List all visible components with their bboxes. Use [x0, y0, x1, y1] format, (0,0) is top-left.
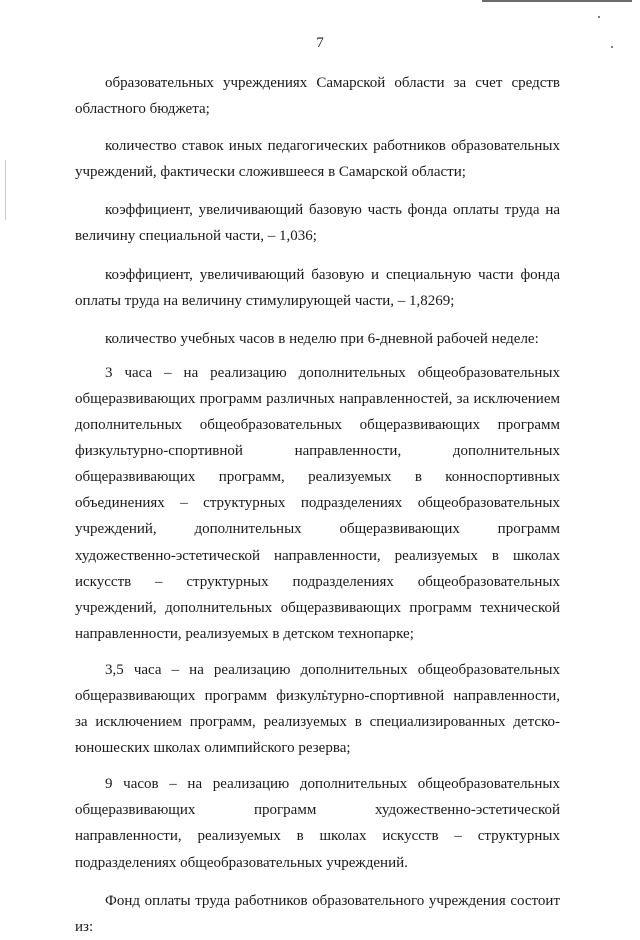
text-line: Фонд оплаты труда работников образовательного учреждения состоит: [105, 892, 560, 909]
text-line: юношеских школах олимпийского резерва;: [75, 740, 351, 757]
text-line: направленности, реализуемых в детском технопарке;: [75, 625, 414, 642]
text-line: из:: [75, 918, 94, 935]
text-line: коэффициент, увеличивающий базовую и специальную части фонда: [105, 266, 560, 283]
text-line: искусств – структурных подразделениях общеобразовательных: [75, 573, 560, 590]
text-line: общеразвивающих программ физкультурно-спортивной направленности,: [75, 687, 560, 704]
paragraph: [75, 657, 560, 761]
text-line: объединениях – структурных подразделениях общеобразовательных: [75, 495, 560, 512]
paragraph: [75, 70, 560, 122]
text-line: величину специальной части, – 1,036;: [75, 228, 317, 245]
text-line: 3,5 часа – на реализацию дополнительных общеобразовательных: [105, 661, 560, 678]
text-line: количество учебных часов в неделю при 6-дневной рабочей неделе:: [105, 330, 539, 347]
text-line: учреждений, дополнительных общеразвивающих программ: [75, 521, 560, 538]
text-line: учреждений, фактически сложившееся в Самарской области;: [75, 164, 466, 181]
paragraph: [75, 262, 560, 314]
text-line: учреждений, дополнительных общеразвивающих программ технической: [75, 599, 560, 616]
text-line: коэффициент, увеличивающий базовую часть фонда оплаты труда на: [105, 202, 560, 219]
text-line: за исключением программ, реализуемых в специализированных детско-: [75, 714, 560, 731]
paragraph: [75, 360, 560, 647]
paragraph: [75, 133, 560, 185]
text-line: физкультурно-спортивной направленности, дополнительных: [75, 443, 560, 460]
text-line: 3 часа – на реализацию дополнительных общеобразовательных: [105, 364, 560, 381]
text-line: областного бюджета;: [75, 101, 210, 118]
page-number: 7: [316, 35, 324, 51]
text-line: количество ставок иных педагогических работников образовательных: [105, 138, 560, 155]
scan-edge-mark: [482, 0, 632, 2]
document-body: [75, 60, 560, 940]
text-line: общеразвивающих программ, реализуемых в конноспортивных: [75, 469, 560, 486]
text-line: образовательных учреждениях Самарской области за счет средств: [105, 75, 560, 91]
text-line: 9 часов – на реализацию дополнительных общеобразовательных: [105, 776, 560, 793]
scan-speck: [598, 16, 600, 18]
paragraph: [75, 326, 560, 352]
text-line: направленности, реализуемых в школах искусств – структурных: [75, 828, 560, 845]
text-line: дополнительных общеобразовательных общеразвивающих программ: [75, 417, 560, 434]
paragraph: [75, 197, 560, 249]
text-line: подразделениях общеобразовательных учреждений.: [75, 854, 408, 871]
text-line: художественно-эстетической направленности, реализуемых в школах: [75, 547, 560, 564]
paragraph: [75, 888, 560, 940]
paragraph: [75, 771, 560, 875]
text-line: общеразвивающих программ различных направленностей, за исключением: [75, 390, 560, 407]
text-line: оплаты труда на величину стимулирующей части, – 1,8269;: [75, 292, 455, 309]
scan-margin-mark: [5, 160, 6, 220]
text-line: общеразвивающих программ художественно-эстетической: [75, 802, 560, 819]
